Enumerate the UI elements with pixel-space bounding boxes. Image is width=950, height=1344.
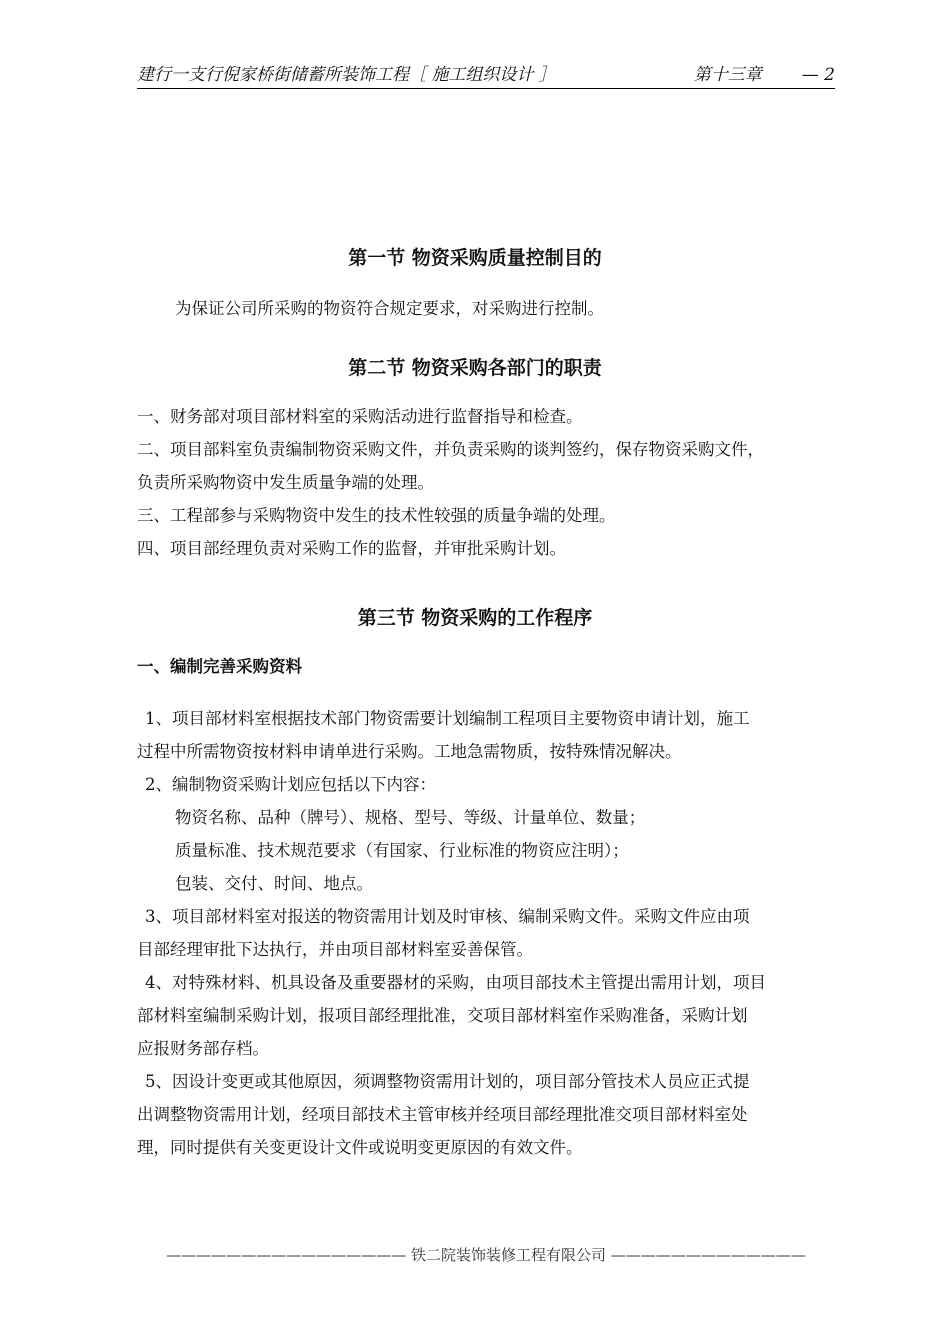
section2-title: 第二节 物资采购各部门的职责 — [348, 357, 602, 379]
procedure-item-4-cont-1: 部材料室编制采购计划，报项目部经理批准，交项目部材料室作采购准备，采购计划 — [137, 1006, 748, 1025]
section1-title: 第一节 物资采购质量控制目的 — [348, 247, 602, 269]
procedure-item-1: 1、项目部材料室根据技术部门物资需要计划编制工程项目主要物资申请计划，施工 — [145, 709, 750, 728]
procedure-item-2: 2、编制物资采购计划应包括以下内容： — [145, 775, 436, 794]
procedure-item-1-cont: 过程中所需物资按材料申请单进行采购。工地急需物质，按特殊情况解决。 — [137, 742, 682, 761]
procedure-item-4: 4、对特殊材料、机具设备及重要器材的采购，由项目部技术主管提出需用计划，项目 — [145, 973, 766, 992]
procedure-content-line-3: 包装、交付、时间、地点。 — [175, 874, 373, 893]
header-page-number: — 2 — [801, 65, 835, 85]
procedure-item-3: 3、项目部材料室对报送的物资需用计划及时审核、编制采购文件。采购文件应由项 — [145, 907, 750, 926]
section1-paragraph — [137, 292, 837, 325]
procedure-item-5-cont-1: 出调整物资需用计划，经项目部技术主管审核并经项目部经理批准交项目部材料室处 — [137, 1105, 748, 1124]
duty-item-4: 四、项目部经理负责对采购工作的监督，并审批采购计划。 — [137, 539, 566, 558]
procedure-item-3-cont: 目部经理审批下达执行，并由项目部材料室妥善保管。 — [137, 940, 533, 959]
paragraph-line: 为保证公司所采购的物资符合规定要求，对采购进行控制。 — [175, 299, 604, 318]
duty-item-3: 三、工程部参与采购物资中发生的技术性较强的质量争端的处理。 — [137, 506, 616, 525]
procedure-content-line-2: 质量标准、技术规范要求（有国家、行业标准的物资应注明）； — [175, 841, 629, 860]
section3-subheading: 一、编制完善采购资料 — [137, 657, 302, 676]
procedure-item-4-cont-2: 应报财务部存档。 — [137, 1039, 269, 1058]
procedure-item-5: 5、因设计变更或其他原因，须调整物资需用计划的，项目部分管技术人员应正式提 — [145, 1072, 750, 1091]
page-header — [137, 62, 835, 89]
procedure-content-line-1: 物资名称、品种（牌号）、规格、型号、等级、计量单位、数量； — [175, 808, 646, 827]
section3-title: 第三节 物资采购的工作程序 — [357, 607, 593, 629]
header-chapter-info — [694, 62, 835, 88]
header-chapter: 第十三章 — [693, 65, 762, 85]
section3-body — [137, 702, 837, 1164]
procedure-item-5-cont-2: 理，同时提供有关变更设计文件或说明变更原因的有效文件。 — [137, 1138, 583, 1157]
page-footer: ———————————————— 铁二院装饰装修工程有限公司 ————————————— — [166, 1246, 806, 1264]
duty-item-2-cont: 负责所采购物资中发生质量争端的处理。 — [137, 473, 434, 492]
section2-body — [137, 400, 837, 565]
header-title: 建行一支行倪家桥街储蓄所装饰工程［ 施工组织设计 ］ — [137, 65, 556, 85]
duty-item-2: 二、项目部料室负责编制物资采购文件，并负责采购的谈判签约，保存物资采购文件， — [137, 440, 764, 459]
duty-item-1: 一、财务部对项目部材料室的采购活动进行监督指导和检查。 — [137, 407, 583, 426]
